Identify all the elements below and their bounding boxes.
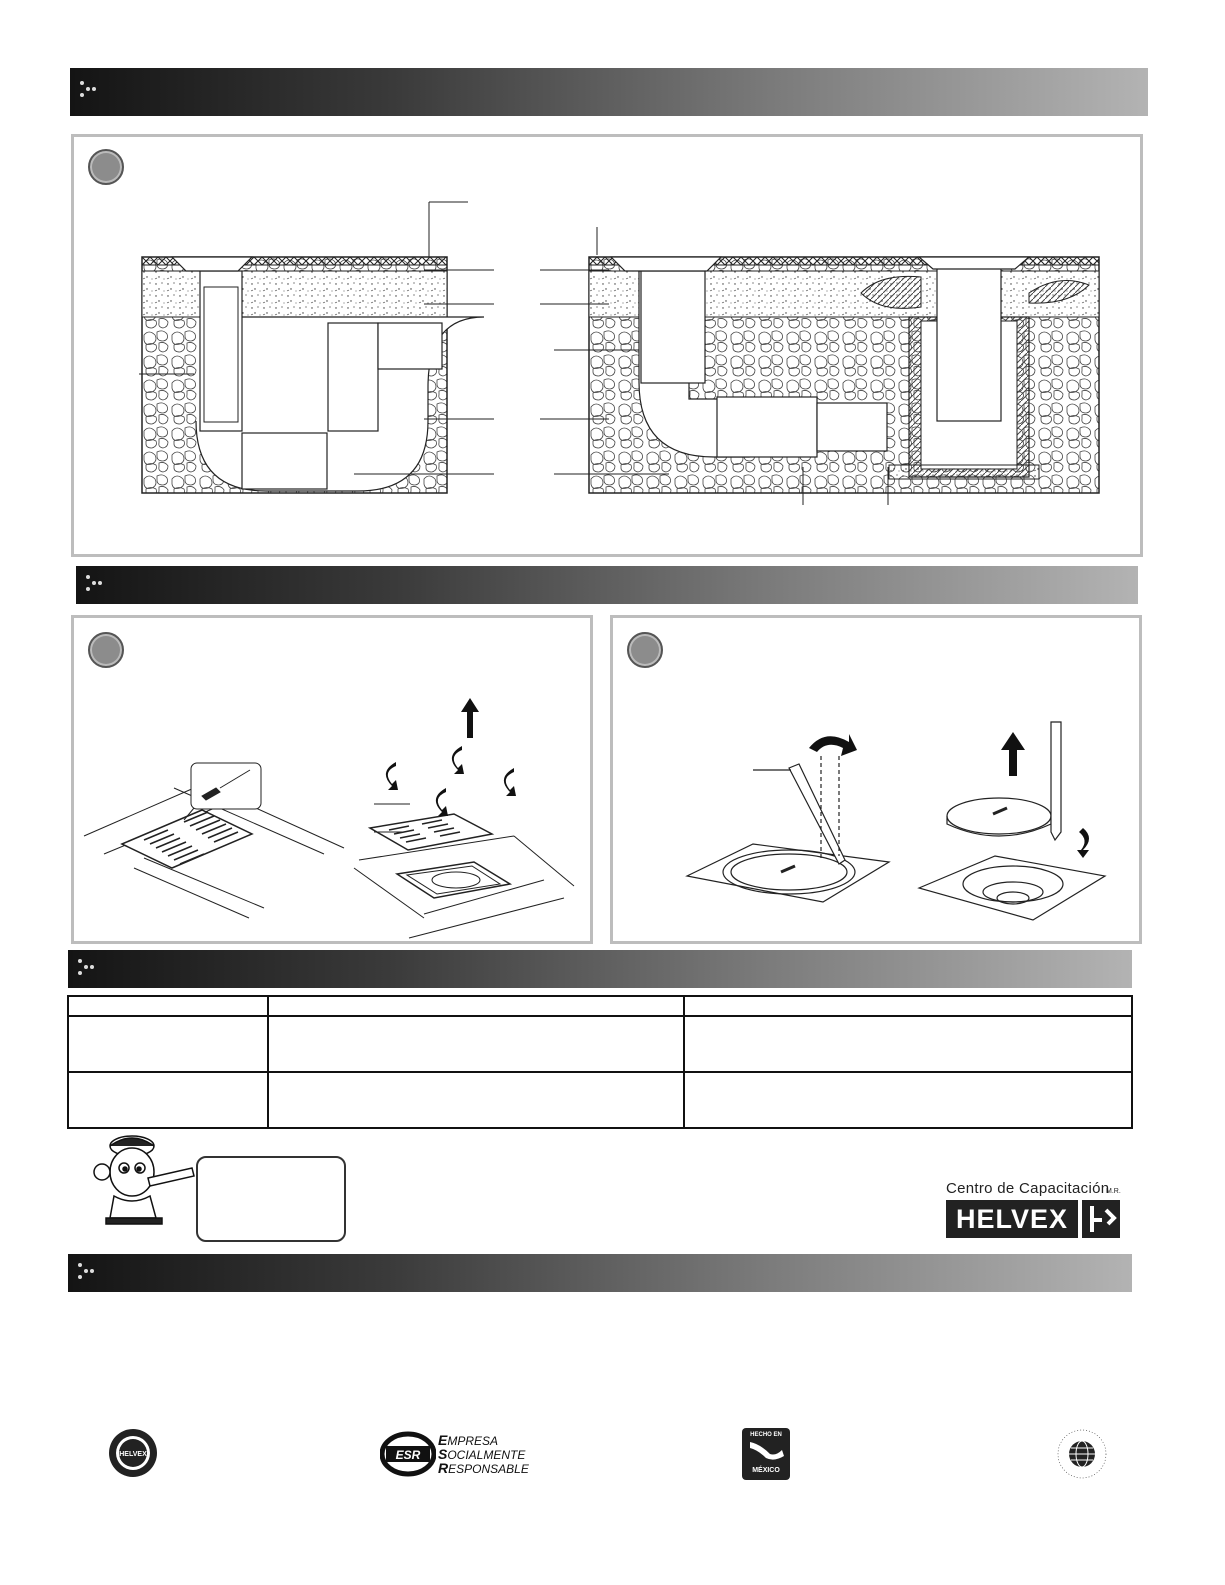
helvex-logo-mark <box>1082 1200 1120 1238</box>
hecho-en-mexico-badge <box>742 1428 790 1480</box>
bullet-dots-icon <box>78 1263 98 1283</box>
table-cell <box>68 996 268 1016</box>
helvex-quality-seal <box>108 1428 158 1478</box>
cover-removal-illustration <box>613 618 1139 941</box>
table-row <box>68 1016 1132 1072</box>
esr-line-2: SOCIALMENTE <box>438 1446 526 1462</box>
web-label <box>1056 1428 1057 1429</box>
table-cell <box>684 1072 1132 1128</box>
mascot-illustration <box>92 1132 202 1232</box>
bullet-dots-icon <box>80 81 100 101</box>
maintenance-panel-left <box>71 615 593 944</box>
esr-text-block <box>438 1434 529 1476</box>
hecho-en-label: HECHO EN <box>750 1432 782 1438</box>
section-header-bar <box>76 566 1138 604</box>
mexico-label: MÉXICO <box>752 1467 780 1474</box>
table-cell <box>68 1016 268 1072</box>
installation-panel <box>71 134 1143 557</box>
section-header-bar <box>68 950 1132 988</box>
mexico-map-icon <box>742 1438 790 1462</box>
bullet-dots-icon <box>86 575 106 595</box>
diagram-right <box>589 257 1099 493</box>
mascot-speech-bubble <box>196 1156 346 1242</box>
esr-badge-icon <box>380 1430 436 1478</box>
table-cell <box>68 1072 268 1128</box>
esr-line-3: RESPONSABLE <box>438 1460 529 1476</box>
table-cell <box>684 1016 1132 1072</box>
troubleshooting-table <box>67 995 1133 1129</box>
seal-label: HELVEX <box>119 1451 147 1458</box>
esr-badge-label: ESR <box>395 1448 421 1462</box>
diagram-left <box>142 257 484 493</box>
table-cell <box>684 996 1132 1016</box>
table-cell <box>268 996 684 1016</box>
table-cell <box>268 1016 684 1072</box>
table-cell <box>268 1072 684 1128</box>
installation-cross-section-diagrams <box>74 137 1140 554</box>
helvex-logo: HELVEX <box>946 1200 1078 1238</box>
section-header-bar <box>70 68 1148 116</box>
table-row <box>68 1072 1132 1128</box>
web-globe-badge <box>1056 1428 1108 1480</box>
grate-removal-illustration <box>74 618 590 941</box>
maintenance-panel-right <box>610 615 1142 944</box>
registered-mark: M.R. <box>1106 1188 1121 1195</box>
globe-icon <box>1056 1428 1108 1480</box>
capacitacion-label: Centro de Capacitación <box>946 1180 1110 1197</box>
esr-line-1: EMPRESA <box>438 1432 499 1448</box>
table-header-row <box>68 996 1132 1016</box>
section-header-bar <box>68 1254 1132 1292</box>
bullet-dots-icon <box>78 959 98 979</box>
